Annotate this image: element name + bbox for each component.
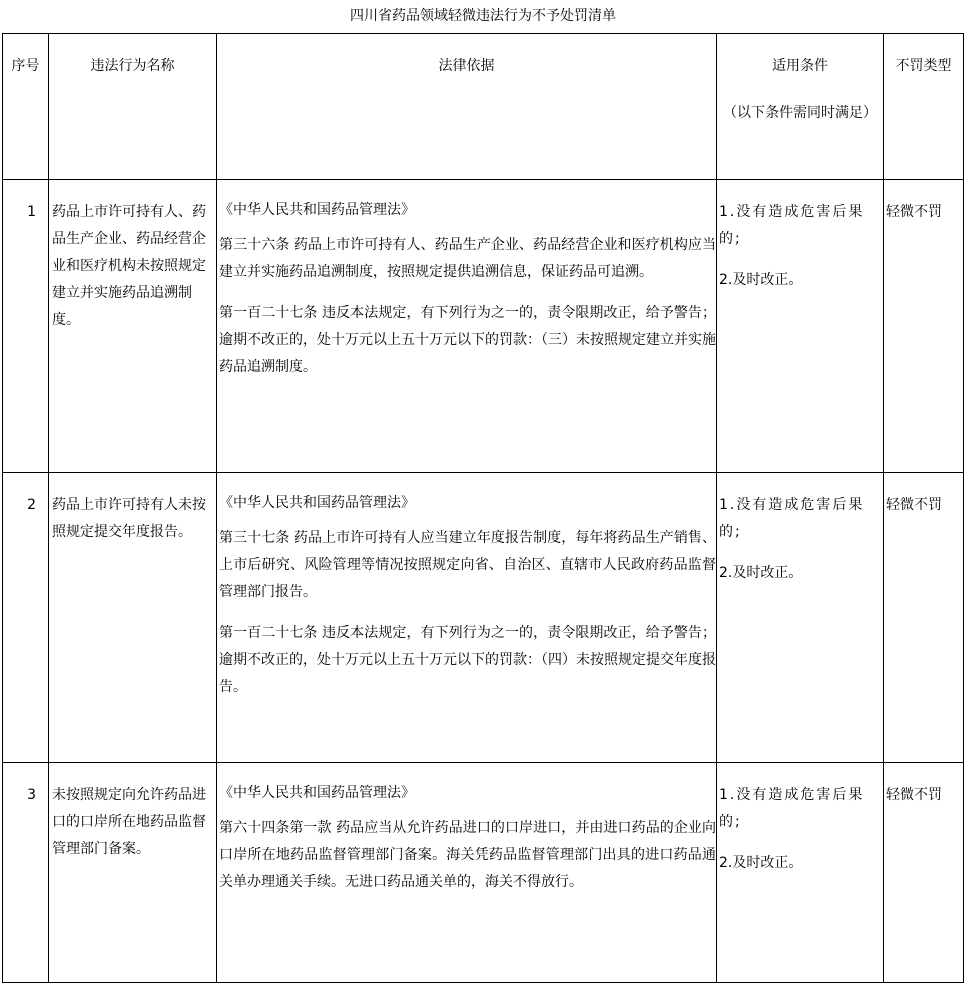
row-violation-name: 未按照规定向允许药品进口的口岸所在地药品监督管理部门备案。 (49, 763, 217, 983)
row-conditions (717, 180, 884, 473)
table-header-row (3, 34, 964, 180)
header-exemption-type: 不罚类型 (884, 34, 964, 180)
row-legal-basis (217, 180, 717, 473)
header-conditions-note: （以下条件需同时满足） (723, 105, 877, 121)
row-serial-number: 1 (3, 180, 49, 473)
row-legal-basis (217, 473, 717, 763)
row-violation-name: 药品上市许可持有人未按照规定提交年度报告。 (49, 473, 217, 763)
condition-item: 1.没有造成危害后果的; (719, 497, 865, 540)
condition-item: 2.及时改正。 (719, 855, 803, 871)
document-title: 四川省药品领域轻微违法行为不予处罚清单 (350, 8, 616, 24)
law-article: 第一百二十七条 违反本法规定，有下列行为之一的，责令限期改正，给予警告；逾期不改正的，处十万元以上五十万元以下的罚款：（三）未按照规定建立并实施药品追溯制度。 (219, 305, 716, 375)
row-conditions (717, 763, 884, 983)
header-legal-basis: 法律依据 (217, 34, 717, 180)
law-title: 《中华人民共和国药品管理法》 (219, 202, 415, 218)
row-serial-number: 2 (3, 473, 49, 763)
row-conditions (717, 473, 884, 763)
law-title: 《中华人民共和国药品管理法》 (219, 785, 415, 801)
penalty-exemption-table (2, 33, 964, 983)
law-article: 第一百二十七条 违反本法规定，有下列行为之一的，责令限期改正，给予警告；逾期不改正的，处十万元以上五十万元以下的罚款：（四）未按照规定提交年度报告。 (219, 625, 716, 695)
row-serial-number: 3 (3, 763, 49, 983)
row-exemption-type: 轻微不罚 (884, 763, 964, 983)
condition-item: 1.没有造成危害后果的; (719, 787, 865, 830)
header-serial-number: 序号 (3, 34, 49, 180)
header-applicable-conditions (717, 34, 884, 180)
condition-item: 1.没有造成危害后果的; (719, 204, 865, 247)
row-violation-name: 药品上市许可持有人、药品生产企业、药品经营企业和医疗机构未按照规定建立并实施药品追溯制度。 (49, 180, 217, 473)
table-row (3, 763, 964, 983)
table-row (3, 180, 964, 473)
condition-item: 2.及时改正。 (719, 272, 803, 288)
row-legal-basis (217, 763, 717, 983)
row-exemption-type: 轻微不罚 (884, 180, 964, 473)
header-conditions-title: 适用条件 (772, 58, 828, 74)
law-title: 《中华人民共和国药品管理法》 (219, 495, 415, 511)
law-article: 第三十七条 药品上市许可持有人应当建立年度报告制度，每年将药品生产销售、上市后研究、风险管理等情况按照规定向省、自治区、直辖市人民政府药品监督管理部门报告。 (219, 530, 716, 600)
row-exemption-type: 轻微不罚 (884, 473, 964, 763)
header-violation-name: 违法行为名称 (49, 34, 217, 180)
law-article: 第六十四条第一款 药品应当从允许药品进口的口岸进口，并由进口药品的企业向口岸所在地药品监督管理部门备案。海关凭药品监督管理部门出具的进口药品通关单办理通关手续。无进口药品通关单的，海关不得放行。 (219, 820, 716, 890)
condition-item: 2.及时改正。 (719, 565, 803, 581)
table-row (3, 473, 964, 763)
law-article: 第三十六条 药品上市许可持有人、药品生产企业、药品经营企业和医疗机构应当建立并实施药品追溯制度，按照规定提供追溯信息，保证药品可追溯。 (219, 237, 716, 280)
